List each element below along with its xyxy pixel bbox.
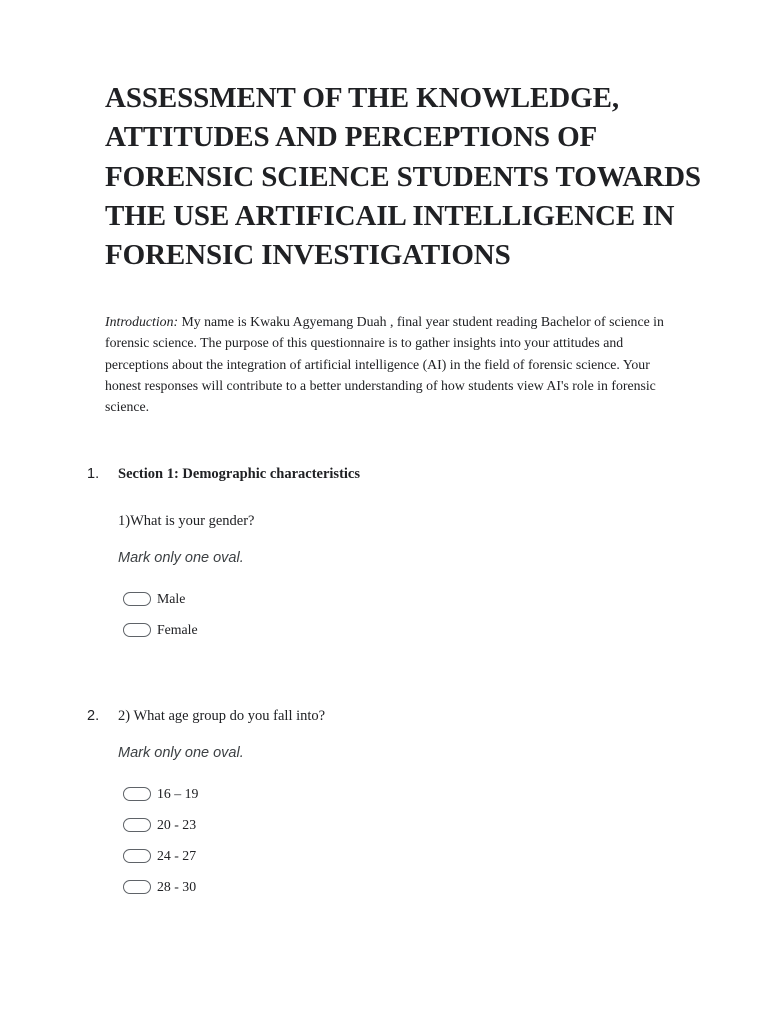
option-label: 24 - 27 [157, 848, 197, 863]
section-heading: Section 1: Demographic characteristics [118, 466, 361, 482]
option-female[interactable] [123, 621, 198, 639]
option-label: 16 – 19 [157, 786, 199, 801]
question-number: 2. [87, 708, 100, 724]
option-label: Male [157, 591, 186, 606]
option-20-23[interactable] [123, 816, 196, 834]
form-description [105, 311, 675, 417]
option-label: 28 - 30 [157, 879, 197, 894]
question-hint: Mark only one oval. [118, 550, 244, 566]
radio-oval[interactable] [123, 849, 151, 863]
option-28-30[interactable] [123, 878, 196, 896]
option-male[interactable] [123, 590, 185, 608]
option-label: 20 - 23 [157, 817, 197, 832]
question-number: 1. [87, 466, 100, 482]
intro-label: Introduction: [105, 314, 179, 329]
question-hint: Mark only one oval. [118, 745, 244, 761]
question-text: 2) What age group do you fall into? [118, 708, 326, 724]
option-label: Female [157, 622, 198, 637]
option-16-19[interactable] [123, 785, 198, 803]
radio-oval[interactable] [123, 818, 151, 832]
option-24-27[interactable] [123, 847, 196, 865]
radio-oval[interactable] [123, 880, 151, 894]
question-text: 1)What is your gender? [118, 513, 255, 529]
form-title: ASSESSMENT OF THE KNOWLEDGE, ATTITUDES AND PERCEPTIONS OF FORENSIC SCIENCE STUDENTS TOWARDS THE USE ARTIFICAIL INTELLIGENCE IN FORENSIC INVESTIGATIONS [105, 82, 701, 272]
radio-oval[interactable] [123, 623, 151, 637]
radio-oval[interactable] [123, 787, 151, 801]
radio-oval[interactable] [123, 592, 151, 606]
intro-text: My name is Kwaku Agyemang Duah , final year student reading Bachelor of science in forensic science. The purpose of this questionnaire is to gather insights into your attitudes and perceptions about the integration of artificial intelligence (AI) in the field of forensic science. Your honest responses will contribute to a better understanding of how students view AI's role in forensic science. [105, 314, 664, 415]
